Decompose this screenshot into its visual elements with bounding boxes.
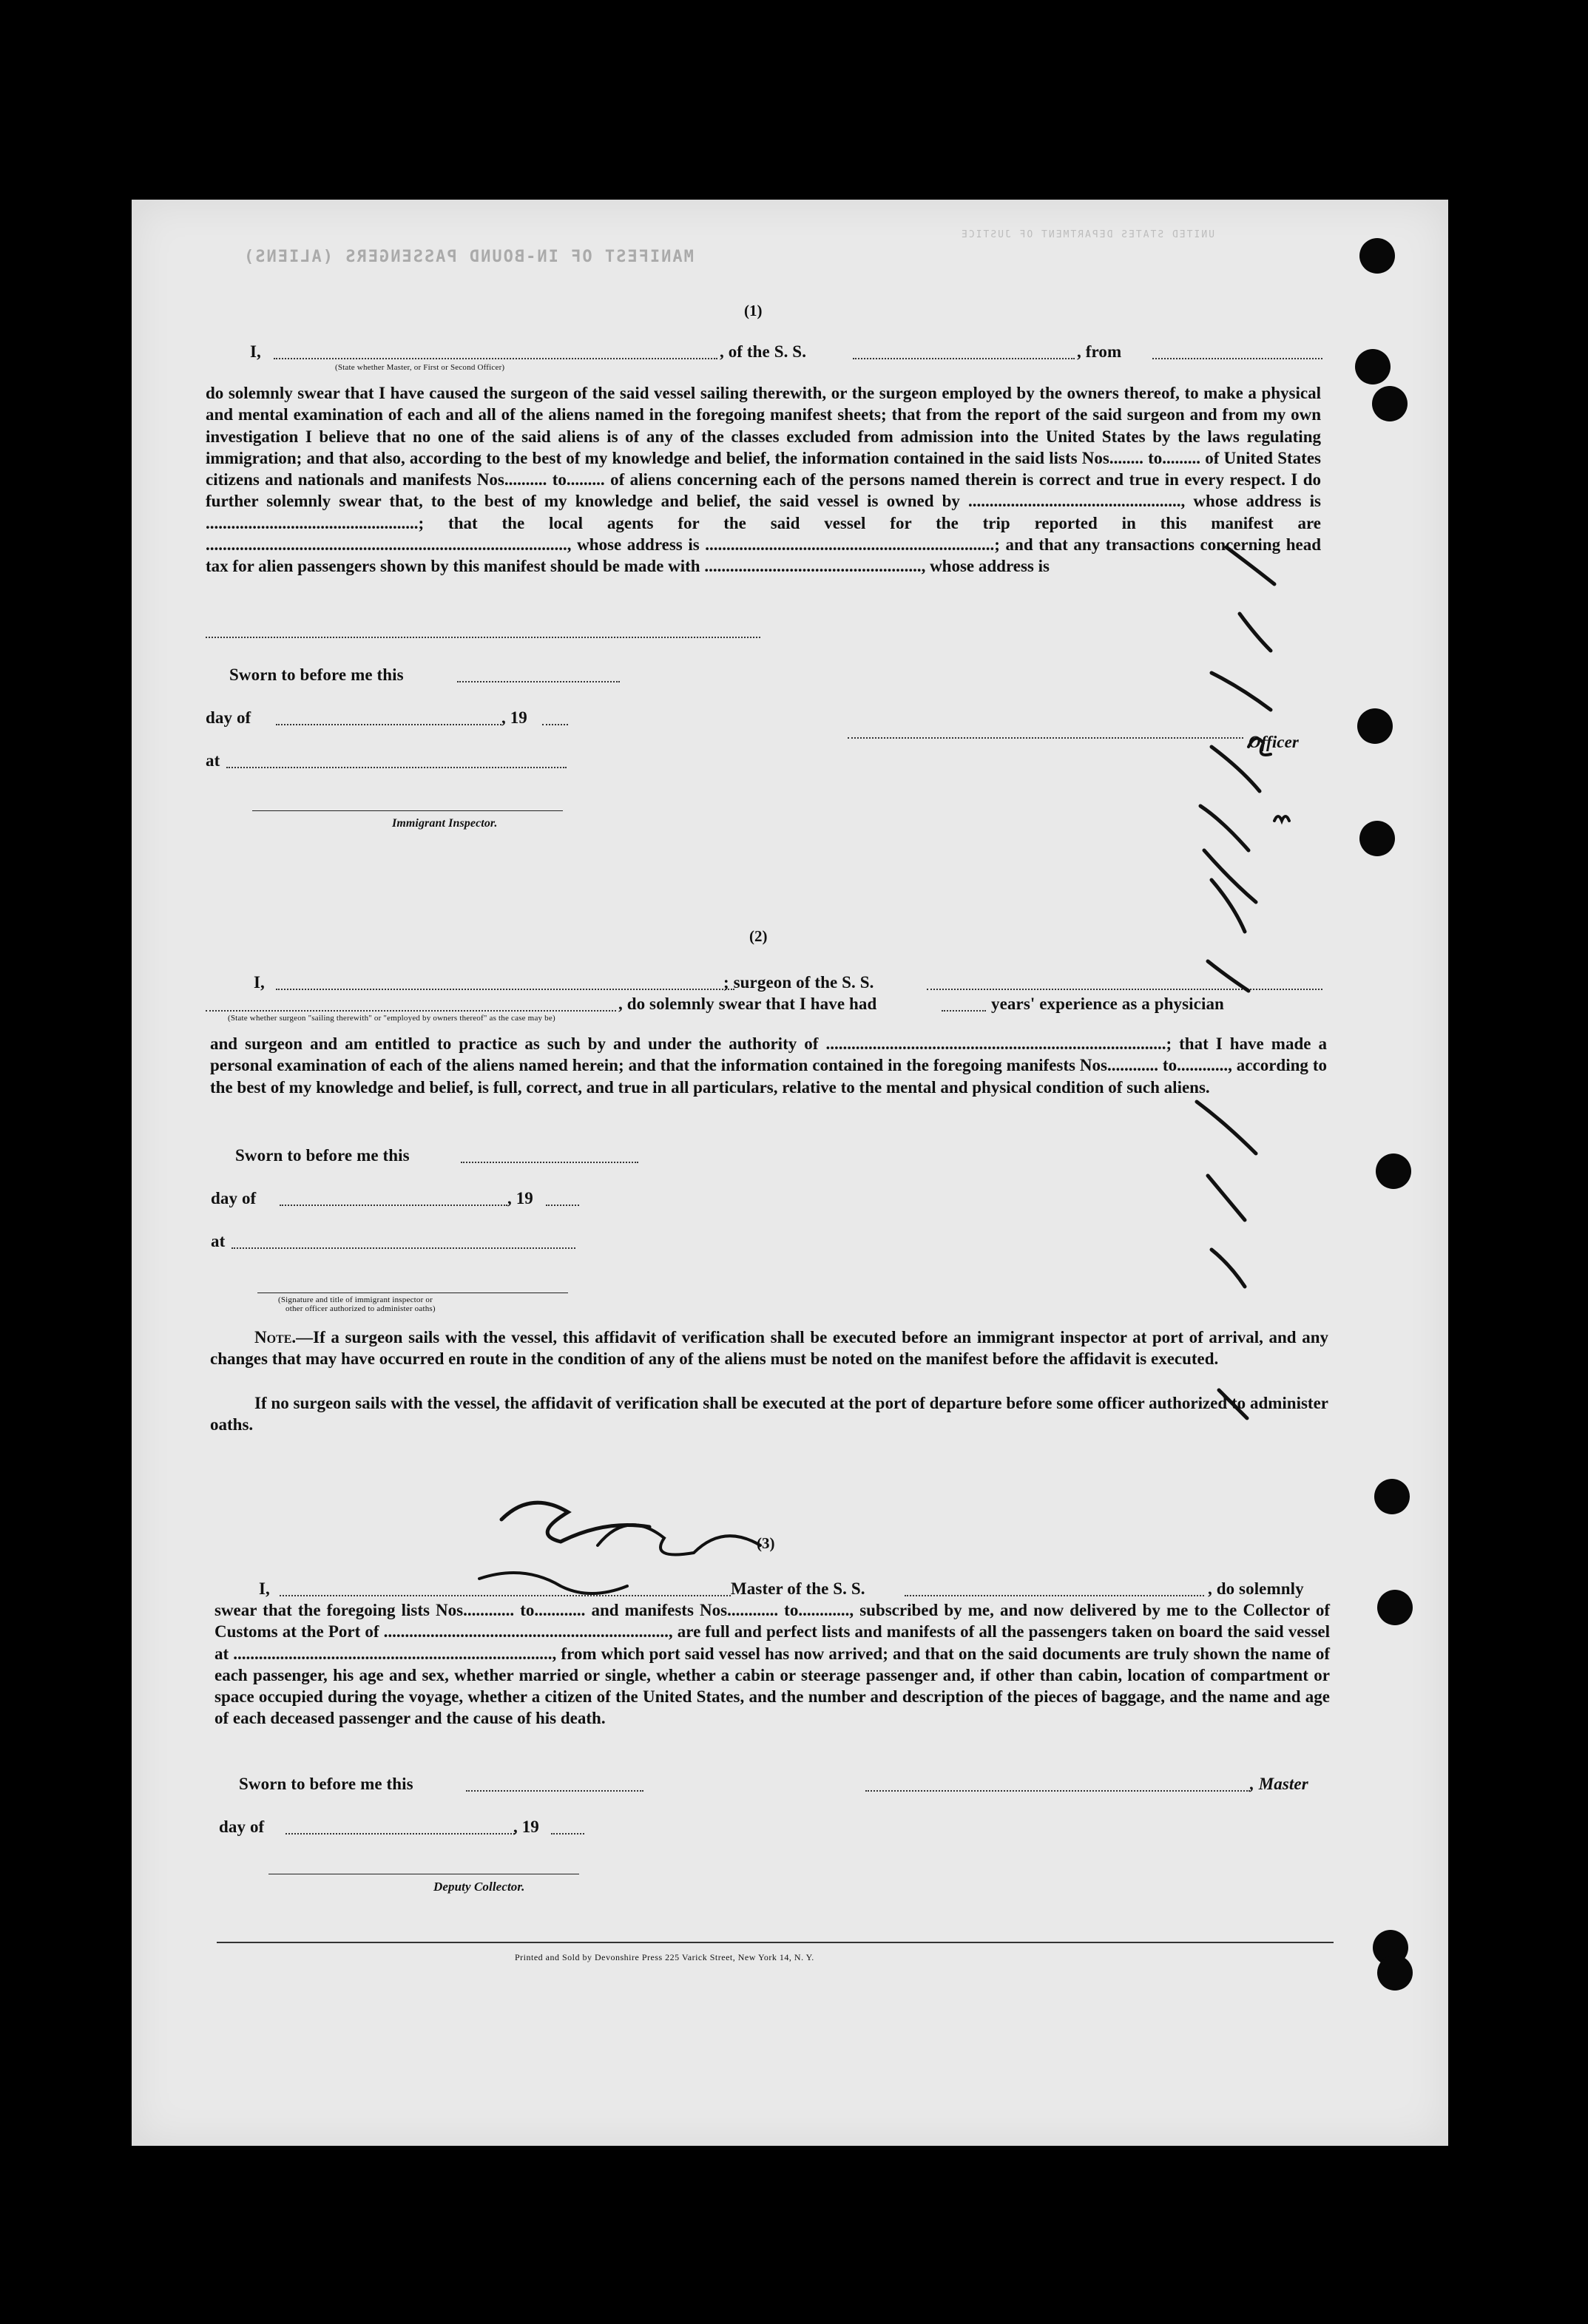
sec2-sworn-label: Sworn to before me this [235,1146,410,1165]
punch-hole [1377,1955,1413,1991]
sec3-solemnly-label: , do solemnly [1208,1579,1304,1598]
sec1-officer-label: Officer [1249,733,1299,751]
sec3-sworn-label: Sworn to before me this [239,1775,413,1793]
punch-hole [1359,238,1395,274]
sec1-day-label: day of [206,708,251,727]
section-2-number: (2) [749,927,768,945]
sec2-year-label: , 19 [507,1189,533,1207]
punch-hole [1357,708,1393,744]
sec1-oath-body: do solemnly swear that I have caused the surgeon of the said vessel sailing therewith, or the surgeon employed by the owners thereof, to make a physical and mental examination of each and all of the aliens named in the foregoing manifest sheets; that from the report of the said surgeon and from my own investigation I believe that no one of the said aliens is of any of the classes excluded from admission into the United States by the laws regulating immigration; and that also, according to the best of my knowledge and belief, the information contained in the said lists Nos........ to......... of United States citizens and nationals and manifests Nos.......... to......... of aliens concerning each of the persons named therein is correct and true in every respect. I do further solemnly swear that, to the best of my knowledge and belief, the said vessel is owned by .................................................., whose address is ..................................................; that the local agents for the said vessel for the trip reported in this manifest are ....................................................................................., whose address is ....................................................................; and that any transactions concerning head tax for alien passengers shown by this manifest should be made with ..................................................., whose address is [206,384,1321,576]
note-label: Note. [254,1328,297,1346]
punch-hole [1374,1479,1410,1514]
sec3-deputy-label: Deputy Collector. [433,1880,525,1894]
punch-hole [1359,821,1395,856]
section-3-number: (3) [757,1534,775,1552]
sec2-sig-caption-1: (Signature and title of immigrant inspector or [278,1295,433,1304]
sec2-note: Note.—If a surgeon sails with the vessel, this affidavit of verification shall be executed before an immigrant inspector at port of arrival, and any changes that may have occurred en route in the condition of any of the aliens must be noted on the manifest before the affidavit is executed. [210,1328,1328,1369]
punch-hole [1377,1590,1413,1625]
punch-hole [1372,386,1408,421]
sec1-year-label: , 19 [501,708,527,727]
sec3-oath-body: swear that the foregoing lists Nos............ to............ and manifests Nos............ to............, subscribed by me, and now delivered by me to the Collector of Customs at the Port of ..................................................................., are full and perfect lists and manifests of all the passengers taken on board the said vessel at ..........................................................................., from which port said vessel has now arrived; and that on the said documents are truly shown the name of each passenger, his age and sex, whether married or single, whether a cabin or steerage passenger and, if other than cabin, location of compartment or space occupied during the voyage, whether a citizen of the United States, and the number and description of the pieces of baggage, and the name and age of each deceased passenger and the cause of his death. [214,1601,1330,1728]
sec1-caption: (State whether Master, or First or Second Officer) [335,363,505,372]
sec1-from-label: , from [1077,342,1122,361]
section-1-number: (1) [744,302,763,319]
printer-footer: Printed and Sold by Devonshire Press 225 Varick Street, New York 14, N. Y. [515,1952,814,1962]
sec3-day-label: day of [219,1817,265,1836]
handwritten-marks [132,200,1448,2146]
bleed-through-subheader: UNITED STATES DEPARTMENT OF JUSTICE [960,229,1214,240]
sec2-caption: (State whether surgeon "sailing therewith" or "employed by owners thereof" as the case may be) [228,1014,555,1023]
sec2-oath-body: and surgeon and am entitled to practice as such by and under the authority of ................................................................................; that I have made a personal examination of each of the aliens named herein; and that the information contained in the foregoing manifests Nos............ to............, according to the best of my knowledge and belief, is full, correct, and true in all particulars, relative to the mental and physical condition of such aliens. [210,1034,1327,1097]
sec1-at-label: at [206,751,220,770]
sec3-master-sig-label: , Master [1250,1775,1308,1793]
manifest-back-page [132,200,1448,2146]
sec2-sig-caption-2: other officer authorized to administer oaths) [285,1304,436,1313]
sec2-swear-label: , do solemnly swear that I have had [618,995,877,1013]
punch-hole [1376,1153,1411,1189]
sec2-day-label: day of [211,1189,257,1207]
sec2-note-2: If no surgeon sails with the vessel, the affidavit of verification shall be executed at the port of departure before some officer authorized to administer oaths. [210,1394,1328,1434]
sec1-sworn-label: Sworn to before me this [229,665,404,684]
sec3-year-label: , 19 [513,1817,539,1836]
sec1-inspector-label: Immigrant Inspector. [392,817,498,830]
sec2-i-label: I, [254,973,265,992]
bleed-through-header: MANIFEST OF IN-BOUND PASSENGERS (ALIENS) [243,248,694,266]
sec2-years-label: years' experience as a physician [991,995,1224,1013]
sec2-at-label: at [211,1232,226,1250]
sec2-surgeon-label: ; surgeon of the S. S. [723,973,874,992]
punch-hole [1355,349,1391,384]
sec1-i-label: I, [250,342,261,361]
sec1-ss-label: , of the S. S. [720,342,807,361]
sec3-master-label: Master of the S. S. [731,1579,865,1598]
sec3-i-label: I, [259,1579,270,1598]
